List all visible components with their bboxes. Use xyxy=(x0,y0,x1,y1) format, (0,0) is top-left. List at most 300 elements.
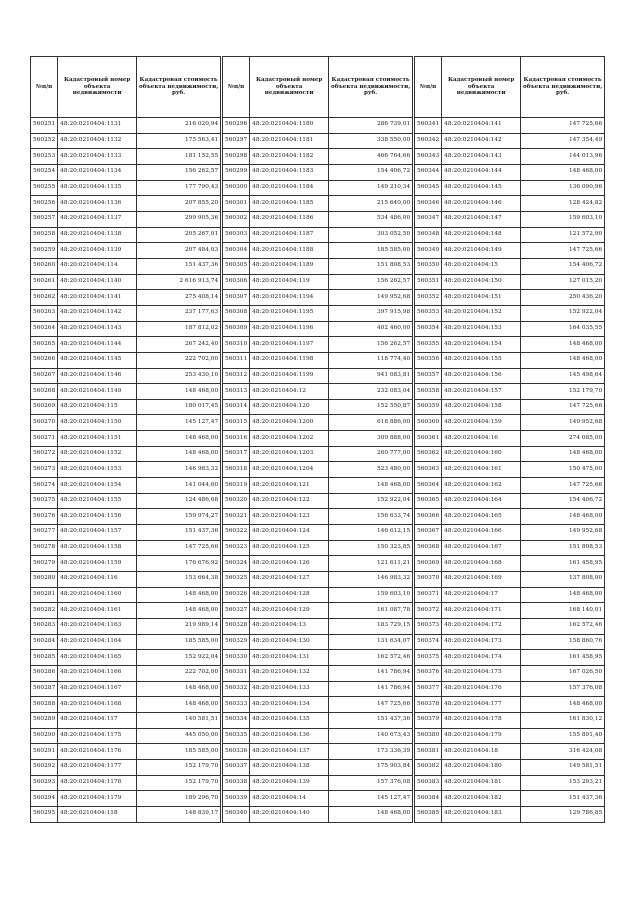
cadastral-value-cell: 222 702,00 xyxy=(137,665,221,681)
cadastral-number-cell: 48:20:0210404:183 xyxy=(442,806,521,822)
row-number-cell: 560281 xyxy=(31,587,58,603)
table-row xyxy=(31,462,221,478)
row-number-cell: 560373 xyxy=(415,619,442,635)
table-row xyxy=(223,603,413,619)
cadastral-number-cell: 48:20:0210404:139 xyxy=(250,775,329,791)
table-row xyxy=(223,321,413,337)
table-row xyxy=(223,728,413,744)
table-row xyxy=(31,149,221,165)
cadastral-value-cell: 151 437,36 xyxy=(137,525,221,541)
row-number-cell: 560368 xyxy=(415,540,442,556)
row-number-cell: 560294 xyxy=(31,791,58,807)
cadastral-number-cell: 48:20:0210404:1199 xyxy=(250,368,329,384)
cadastral-number-cell: 48:20:0210404:150 xyxy=(442,274,521,290)
row-number-cell: 560362 xyxy=(415,446,442,462)
cadastral-value-cell: 275 408,14 xyxy=(137,290,221,306)
table-row xyxy=(223,634,413,650)
cadastral-value-cell: 156 262,57 xyxy=(137,164,221,180)
table-row xyxy=(415,525,605,541)
cadastral-number-cell: 48:20:0210404:1186 xyxy=(250,211,329,227)
row-number-cell: 560331 xyxy=(223,665,250,681)
cadastral-number-cell: 48:20:0210404:1197 xyxy=(250,337,329,353)
cadastral-value-cell: 124 486,68 xyxy=(137,493,221,509)
cadastral-value-cell: 148 468,00 xyxy=(137,431,221,447)
cadastral-number-cell: 48:20:0210404:1151 xyxy=(58,431,137,447)
cadastral-value-cell: 151 808,53 xyxy=(329,258,413,274)
cadastral-number-cell: 48:20:0210404:1165 xyxy=(58,650,137,666)
row-number-cell: 560366 xyxy=(415,509,442,525)
table-row xyxy=(31,290,221,306)
cadastral-number-cell: 48:20:0210404:131 xyxy=(250,650,329,666)
row-number-cell: 560318 xyxy=(223,462,250,478)
table-row xyxy=(223,572,413,588)
cadastral-value-cell: 309 888,00 xyxy=(329,431,413,447)
row-number-cell: 560339 xyxy=(223,791,250,807)
cadastral-number-cell: 48:20:0210404:1195 xyxy=(250,305,329,321)
cadastral-number-cell: 48:20:0210404:120 xyxy=(250,399,329,415)
cadastral-value-cell: 148 839,17 xyxy=(137,806,221,822)
cadastral-value-cell: 338 550,00 xyxy=(329,133,413,149)
cadastral-number-cell: 48:20:0210404:153 xyxy=(442,321,521,337)
cadastral-value-cell: 156 633,74 xyxy=(329,509,413,525)
row-number-cell: 560320 xyxy=(223,493,250,509)
cadastral-value-cell: 147 725,66 xyxy=(521,243,605,259)
row-number-cell: 560301 xyxy=(223,196,250,212)
cadastral-number-cell: 48:20:0210404:1189 xyxy=(250,258,329,274)
table-row xyxy=(223,712,413,728)
cadastral-value-cell: 131 634,07 xyxy=(329,634,413,650)
table-row xyxy=(31,619,221,635)
row-number-cell: 560322 xyxy=(223,525,250,541)
table-row xyxy=(31,227,221,243)
row-number-cell: 560284 xyxy=(31,634,58,650)
row-number-cell: 560258 xyxy=(31,227,58,243)
table-row xyxy=(223,665,413,681)
table-row xyxy=(223,525,413,541)
table-row xyxy=(223,509,413,525)
table-row xyxy=(223,650,413,666)
row-number-cell: 560309 xyxy=(223,321,250,337)
header-num: №п/п xyxy=(31,57,58,118)
cadastral-value-cell: 144 013,96 xyxy=(521,149,605,165)
table-row xyxy=(31,697,221,713)
row-number-cell: 560279 xyxy=(31,556,58,572)
cadastral-number-cell: 48:20:0210404:1194 xyxy=(250,290,329,306)
cadastral-number-cell: 48:20:0210404:171 xyxy=(442,603,521,619)
table-row xyxy=(415,118,605,134)
row-number-cell: 560291 xyxy=(31,744,58,760)
cadastral-value-cell: 183 729,15 xyxy=(329,619,413,635)
table-row xyxy=(31,337,221,353)
table-row xyxy=(31,321,221,337)
cadastral-value-cell: 219 989,14 xyxy=(137,619,221,635)
cadastral-number-cell: 48:20:0210404:1177 xyxy=(58,759,137,775)
row-number-cell: 560280 xyxy=(31,572,58,588)
table-row xyxy=(223,211,413,227)
row-number-cell: 560329 xyxy=(223,634,250,650)
cadastral-number-cell: 48:20:0210404:118 xyxy=(58,806,137,822)
cadastral-number-cell: 48:20:0210404:1187 xyxy=(250,227,329,243)
table-body xyxy=(415,118,605,823)
table-row xyxy=(415,274,605,290)
cadastral-value-cell: 303 052,50 xyxy=(329,227,413,243)
cadastral-number-cell: 48:20:0210404:155 xyxy=(442,352,521,368)
cadastral-number-cell: 48:20:0210404:152 xyxy=(442,305,521,321)
row-number-cell: 560254 xyxy=(31,164,58,180)
row-number-cell: 560336 xyxy=(223,744,250,760)
cadastral-number-cell: 48:20:0210404:1176 xyxy=(58,744,137,760)
cadastral-value-cell: 148 468,00 xyxy=(521,164,605,180)
cadastral-value-cell: 185 585,00 xyxy=(137,634,221,650)
row-number-cell: 560264 xyxy=(31,321,58,337)
header-cadastral-value: Кадастровая стоимость объекта недвижимости, руб. xyxy=(329,57,413,118)
cadastral-value-cell: 154 406,72 xyxy=(521,258,605,274)
cadastral-value-cell: 151 437,36 xyxy=(137,258,221,274)
cadastral-value-cell: 145 127,47 xyxy=(329,791,413,807)
cadastral-number-cell: 48:20:0210404:161 xyxy=(442,462,521,478)
row-number-cell: 560278 xyxy=(31,540,58,556)
table-row xyxy=(31,274,221,290)
row-number-cell: 560338 xyxy=(223,775,250,791)
table-row xyxy=(415,462,605,478)
row-number-cell: 560260 xyxy=(31,258,58,274)
table-body xyxy=(223,118,413,823)
row-number-cell: 560290 xyxy=(31,728,58,744)
cadastral-number-cell: 48:20:0210404:13 xyxy=(250,619,329,635)
cadastral-number-cell: 48:20:0210404:1139 xyxy=(58,243,137,259)
cadastral-number-cell: 48:20:0210404:1136 xyxy=(58,196,137,212)
cadastral-value-cell: 523 480,00 xyxy=(329,462,413,478)
cadastral-number-cell: 48:20:0210404:121 xyxy=(250,478,329,494)
cadastral-number-cell: 48:20:0210404:144 xyxy=(442,164,521,180)
cadastral-value-cell: 402 460,00 xyxy=(329,321,413,337)
cadastral-value-cell: 148 468,00 xyxy=(137,384,221,400)
cadastral-value-cell: 162 572,46 xyxy=(521,619,605,635)
cadastral-number-cell: 48:20:0210404:1188 xyxy=(250,243,329,259)
table-row xyxy=(415,697,605,713)
cadastral-number-cell: 48:20:0210404:1134 xyxy=(58,164,137,180)
row-number-cell: 560282 xyxy=(31,603,58,619)
cadastral-number-cell: 48:20:0210404:1163 xyxy=(58,619,137,635)
cadastral-value-cell: 534 486,00 xyxy=(329,211,413,227)
cadastral-value-cell: 152 922,04 xyxy=(137,650,221,666)
cadastral-value-cell: 250 436,20 xyxy=(521,290,605,306)
row-number-cell: 560305 xyxy=(223,258,250,274)
cadastral-number-cell: 48:20:0210404:12 xyxy=(250,384,329,400)
row-number-cell: 560306 xyxy=(223,274,250,290)
table-row xyxy=(31,775,221,791)
row-number-cell: 560333 xyxy=(223,697,250,713)
cadastral-number-cell: 48:20:0210404:132 xyxy=(250,665,329,681)
row-number-cell: 560307 xyxy=(223,290,250,306)
cadastral-value-cell: 129 786,85 xyxy=(521,806,605,822)
cadastral-number-cell: 48:20:0210404:1182 xyxy=(250,149,329,165)
cadastral-number-cell: 48:20:0210404:1155 xyxy=(58,493,137,509)
table-row xyxy=(31,305,221,321)
table-row xyxy=(31,572,221,588)
cadastral-number-cell: 48:20:0210404:141 xyxy=(442,118,521,134)
table-row xyxy=(31,258,221,274)
row-number-cell: 560251 xyxy=(31,118,58,134)
cadastral-value-cell: 148 468,00 xyxy=(521,446,605,462)
table-row xyxy=(415,478,605,494)
cadastral-value-cell: 181 152,55 xyxy=(137,149,221,165)
table-row xyxy=(223,806,413,822)
table-row xyxy=(31,525,221,541)
cadastral-number-cell: 48:20:0210404:115 xyxy=(58,399,137,415)
header-cadastral-number: Кадастровый номер объекта недвижимости xyxy=(250,57,329,118)
table-row xyxy=(223,697,413,713)
cadastral-number-cell: 48:20:0210404:1141 xyxy=(58,290,137,306)
cadastral-number-cell: 48:20:0210404:14 xyxy=(250,791,329,807)
table-row xyxy=(31,211,221,227)
cadastral-number-cell: 48:20:0210404:165 xyxy=(442,509,521,525)
cadastral-number-cell: 48:20:0210404:1158 xyxy=(58,540,137,556)
table-row xyxy=(31,493,221,509)
row-number-cell: 560352 xyxy=(415,290,442,306)
row-number-cell: 560380 xyxy=(415,728,442,744)
cadastral-number-cell: 48:20:0210404:1200 xyxy=(250,415,329,431)
cadastral-value-cell: 148 468,00 xyxy=(137,603,221,619)
row-number-cell: 560340 xyxy=(223,806,250,822)
cadastral-number-cell: 48:20:0210404:129 xyxy=(250,603,329,619)
cadastral-number-cell: 48:20:0210404:116 xyxy=(58,572,137,588)
cadastral-number-cell: 48:20:0210404:182 xyxy=(442,791,521,807)
row-number-cell: 560310 xyxy=(223,337,250,353)
table-row xyxy=(415,806,605,822)
table-row xyxy=(415,305,605,321)
cadastral-number-cell: 48:20:0210404:1184 xyxy=(250,180,329,196)
cadastral-number-cell: 48:20:0210404:15 xyxy=(442,258,521,274)
table-row xyxy=(415,728,605,744)
cadastral-number-cell: 48:20:0210404:1131 xyxy=(58,118,137,134)
cadastral-number-cell: 48:20:0210404:1160 xyxy=(58,587,137,603)
table-row xyxy=(415,619,605,635)
row-number-cell: 560302 xyxy=(223,211,250,227)
cadastral-number-cell: 48:20:0210404:177 xyxy=(442,697,521,713)
cadastral-number-cell: 48:20:0210404:154 xyxy=(442,337,521,353)
table-row xyxy=(415,321,605,337)
table-row xyxy=(223,759,413,775)
cadastral-number-cell: 48:20:0210404:136 xyxy=(250,728,329,744)
cadastral-number-cell: 48:20:0210404:124 xyxy=(250,525,329,541)
cadastral-value-cell: 148 468,00 xyxy=(137,587,221,603)
cadastral-value-cell: 274 085,00 xyxy=(521,431,605,447)
cadastral-value-cell: 155 891,40 xyxy=(521,728,605,744)
table-row xyxy=(223,352,413,368)
cadastral-value-cell: 185 585,00 xyxy=(137,744,221,760)
table-row xyxy=(223,540,413,556)
cadastral-number-cell: 48:20:0210404:1137 xyxy=(58,211,137,227)
cadastral-number-cell: 48:20:0210404:160 xyxy=(442,446,521,462)
table-row xyxy=(415,352,605,368)
row-number-cell: 560272 xyxy=(31,446,58,462)
cadastral-value-cell: 189 296,70 xyxy=(137,791,221,807)
row-number-cell: 560376 xyxy=(415,665,442,681)
cadastral-value-cell: 618 886,00 xyxy=(329,415,413,431)
row-number-cell: 560259 xyxy=(31,243,58,259)
row-number-cell: 560335 xyxy=(223,728,250,744)
cadastral-number-cell: 48:20:0210404:180 xyxy=(442,759,521,775)
cadastral-number-cell: 48:20:0210404:127 xyxy=(250,572,329,588)
table-row xyxy=(31,509,221,525)
row-number-cell: 560353 xyxy=(415,305,442,321)
cadastral-number-cell: 48:20:0210404:18 xyxy=(442,744,521,760)
row-number-cell: 560287 xyxy=(31,681,58,697)
cadastral-number-cell: 48:20:0210404:181 xyxy=(442,775,521,791)
cadastral-value-cell: 147 725,66 xyxy=(521,478,605,494)
table-row xyxy=(31,399,221,415)
cadastral-value-cell: 148 468,00 xyxy=(521,509,605,525)
header-cadastral-number: Кадастровый номер объекта недвижимости xyxy=(58,57,137,118)
table-row xyxy=(415,556,605,572)
table-row xyxy=(223,337,413,353)
cadastral-number-cell: 48:20:0210404:1203 xyxy=(250,446,329,462)
row-number-cell: 560312 xyxy=(223,368,250,384)
table-row xyxy=(415,665,605,681)
cadastral-number-cell: 48:20:0210404:178 xyxy=(442,712,521,728)
table-row xyxy=(223,415,413,431)
cadastral-value-cell: 149 952,68 xyxy=(521,525,605,541)
table-row xyxy=(31,712,221,728)
table-row xyxy=(223,446,413,462)
table-row xyxy=(31,744,221,760)
cadastral-value-cell: 148 468,00 xyxy=(521,352,605,368)
cadastral-number-cell: 48:20:0210404:151 xyxy=(442,290,521,306)
cadastral-value-cell: 151 437,36 xyxy=(329,712,413,728)
row-number-cell: 560289 xyxy=(31,712,58,728)
cadastral-number-cell: 48:20:0210404:1198 xyxy=(250,352,329,368)
cadastral-value-cell: 222 702,00 xyxy=(137,352,221,368)
row-number-cell: 560327 xyxy=(223,603,250,619)
row-number-cell: 560359 xyxy=(415,399,442,415)
table-row xyxy=(223,384,413,400)
cadastral-value-cell: 141 786,94 xyxy=(329,665,413,681)
cadastral-number-cell: 48:20:0210404:140 xyxy=(250,806,329,822)
cadastral-value-cell: 150 323,85 xyxy=(329,540,413,556)
cadastral-value-cell: 121 572,90 xyxy=(521,227,605,243)
row-number-cell: 560265 xyxy=(31,337,58,353)
cadastral-number-cell: 48:20:0210404:1150 xyxy=(58,415,137,431)
table-row xyxy=(415,650,605,666)
table-row xyxy=(223,478,413,494)
cadastral-number-cell: 48:20:0210404:125 xyxy=(250,540,329,556)
cadastral-number-cell: 48:20:0210404:1133 xyxy=(58,149,137,165)
cadastral-value-cell: 232 083,04 xyxy=(329,384,413,400)
header-num: №п/п xyxy=(415,57,442,118)
cadastral-value-cell: 156 262,57 xyxy=(329,274,413,290)
cadastral-value-cell: 127 015,20 xyxy=(521,274,605,290)
cadastral-value-cell: 153 664,38 xyxy=(137,572,221,588)
cadastral-value-cell: 167 026,50 xyxy=(521,665,605,681)
cadastral-number-cell: 48:20:0210404:130 xyxy=(250,634,329,650)
row-number-cell: 560385 xyxy=(415,806,442,822)
cadastral-value-cell: 157 376,08 xyxy=(521,681,605,697)
table-row xyxy=(31,587,221,603)
cadastral-value-cell: 148 468,00 xyxy=(137,681,221,697)
row-number-cell: 560369 xyxy=(415,556,442,572)
table-row xyxy=(223,775,413,791)
row-number-cell: 560330 xyxy=(223,650,250,666)
row-number-cell: 560286 xyxy=(31,665,58,681)
row-number-cell: 560268 xyxy=(31,384,58,400)
cadastral-value-cell: 175 903,84 xyxy=(329,759,413,775)
cadastral-number-cell: 48:20:0210404:1178 xyxy=(58,775,137,791)
row-number-cell: 560271 xyxy=(31,431,58,447)
cadastral-value-cell: 286 739,01 xyxy=(329,118,413,134)
cadastral-value-cell: 118 774,40 xyxy=(329,352,413,368)
row-number-cell: 560311 xyxy=(223,352,250,368)
table-row xyxy=(31,133,221,149)
row-number-cell: 560343 xyxy=(415,149,442,165)
row-number-cell: 560252 xyxy=(31,133,58,149)
cadastral-number-cell: 48:20:0210404:1168 xyxy=(58,697,137,713)
row-number-cell: 560382 xyxy=(415,759,442,775)
cadastral-number-cell: 48:20:0210404:146 xyxy=(442,196,521,212)
cadastral-value-cell: 159 603,10 xyxy=(521,211,605,227)
cadastral-number-cell: 48:20:0210404:1196 xyxy=(250,321,329,337)
table-row xyxy=(223,587,413,603)
cadastral-value-cell: 157 376,08 xyxy=(329,775,413,791)
table-row xyxy=(415,149,605,165)
cadastral-number-cell: 48:20:0210404:145 xyxy=(442,180,521,196)
cadastral-number-cell: 48:20:0210404:175 xyxy=(442,665,521,681)
cadastral-value-cell: 137 808,00 xyxy=(521,572,605,588)
cadastral-number-cell: 48:20:0210404:168 xyxy=(442,556,521,572)
row-number-cell: 560374 xyxy=(415,634,442,650)
row-number-cell: 560298 xyxy=(223,149,250,165)
cadastral-number-cell: 48:20:0210404:158 xyxy=(442,399,521,415)
cadastral-number-cell: 48:20:0210404:119 xyxy=(250,274,329,290)
row-number-cell: 560257 xyxy=(31,211,58,227)
header-cadastral-value: Кадастровая стоимость объекта недвижимости, руб. xyxy=(137,57,221,118)
cadastral-value-cell: 149 581,51 xyxy=(521,759,605,775)
row-number-cell: 560325 xyxy=(223,572,250,588)
cadastral-value-cell: 152 179,70 xyxy=(137,759,221,775)
table-row xyxy=(31,180,221,196)
cadastral-number-cell: 48:20:0210404:1180 xyxy=(250,118,329,134)
table-row xyxy=(31,352,221,368)
cadastral-value-cell: 159 974,27 xyxy=(137,509,221,525)
cadastral-value-cell: 176 676,92 xyxy=(137,556,221,572)
cadastral-value-cell: 148 468,00 xyxy=(521,337,605,353)
cadastral-number-cell: 48:20:0210404:166 xyxy=(442,525,521,541)
table-row xyxy=(415,164,605,180)
row-number-cell: 560351 xyxy=(415,274,442,290)
table-row xyxy=(223,368,413,384)
row-number-cell: 560269 xyxy=(31,399,58,415)
cadastral-value-cell: 164 035,55 xyxy=(521,321,605,337)
table-row xyxy=(415,759,605,775)
cadastral-value-cell: 128 424,82 xyxy=(521,196,605,212)
cadastral-value-cell: 299 905,36 xyxy=(137,211,221,227)
table-header-row xyxy=(31,57,221,118)
cadastral-number-cell: 48:20:0210404:133 xyxy=(250,681,329,697)
table-row xyxy=(223,493,413,509)
cadastral-number-cell: 48:20:0210404:1149 xyxy=(58,384,137,400)
row-number-cell: 560377 xyxy=(415,681,442,697)
cadastral-value-cell: 216 020,94 xyxy=(137,118,221,134)
cadastral-value-cell: 153 293,21 xyxy=(521,775,605,791)
cadastral-value-cell: 173 336,39 xyxy=(329,744,413,760)
row-number-cell: 560308 xyxy=(223,305,250,321)
cadastral-value-cell: 152 179,70 xyxy=(521,384,605,400)
row-number-cell: 560324 xyxy=(223,556,250,572)
table-row xyxy=(31,384,221,400)
cadastral-number-cell: 48:20:0210404:167 xyxy=(442,540,521,556)
table-row xyxy=(31,540,221,556)
cadastral-number-cell: 48:20:0210404:1166 xyxy=(58,665,137,681)
